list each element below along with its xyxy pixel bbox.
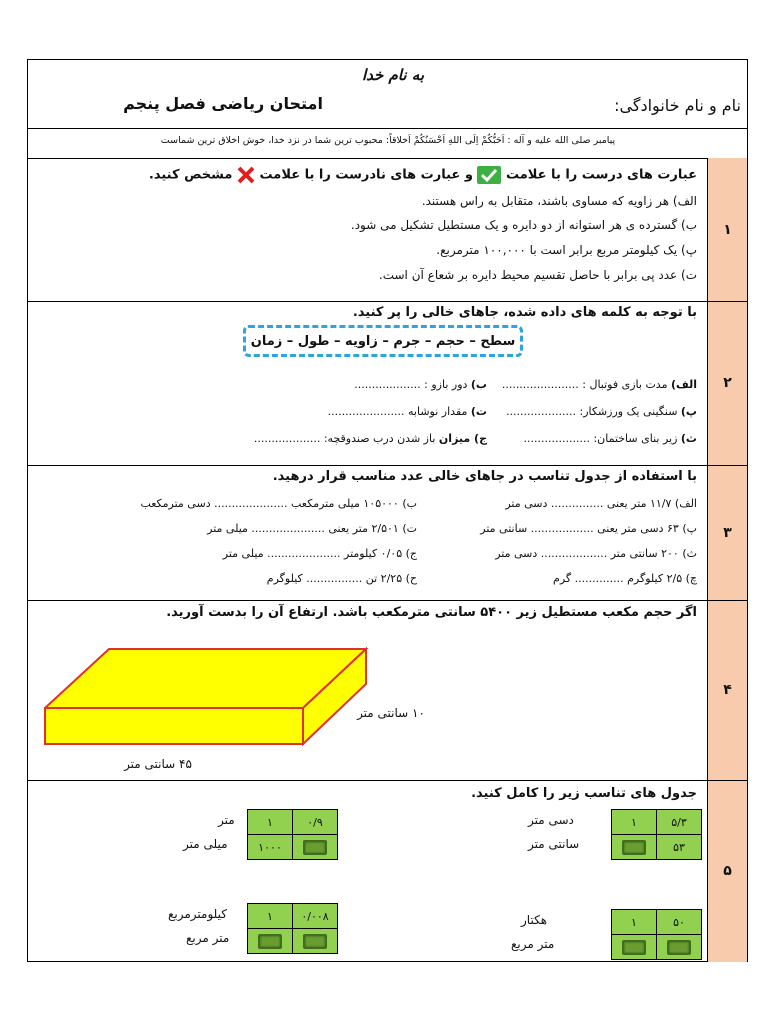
answer-slot[interactable] bbox=[622, 840, 646, 855]
table-cell: ۱ bbox=[248, 810, 293, 835]
divider bbox=[28, 780, 747, 781]
table-cell: ۱۰۰۰ bbox=[248, 835, 293, 860]
unit-label: سانتی متر bbox=[528, 837, 580, 851]
fill-item bbox=[307, 378, 487, 391]
table-cell: ۱ bbox=[612, 810, 657, 835]
fill-item bbox=[497, 405, 697, 418]
answer-cell[interactable] bbox=[612, 935, 657, 960]
unit-label: کیلومترمربع bbox=[168, 907, 227, 921]
question-number: ۴ bbox=[707, 600, 747, 780]
item-text: سنگینی یک ورزشکار: .................... bbox=[506, 405, 681, 418]
item-letter: پ) bbox=[680, 405, 697, 418]
answer-slot[interactable] bbox=[622, 940, 646, 955]
answer-cell[interactable] bbox=[248, 929, 293, 954]
table-cell: ۵/۳ bbox=[657, 810, 702, 835]
proportion-table bbox=[247, 903, 338, 954]
item-text: باز شدن درب صندوقچه: ................... bbox=[253, 432, 439, 445]
hadith-text: پیامبر صلی الله علیه و آله : اَحَبُّکُمْ اِلَی اللهِ اَحْسَنُکُمْ اَخلاقاً: محبوب ترین شما در نزد خدا، خوش اخلاق ترین شماست bbox=[160, 135, 616, 146]
answer-slot[interactable] bbox=[258, 934, 282, 949]
prompt-part: مشخص کنید. bbox=[148, 167, 233, 183]
unit-label: دسی متر bbox=[528, 813, 574, 827]
item-text: زیر بنای ساختمان: ................... bbox=[523, 432, 681, 445]
unit-label: میلی متر bbox=[183, 837, 228, 851]
fill-item bbox=[497, 432, 697, 445]
item-letter: ت) bbox=[470, 405, 487, 418]
fill-item bbox=[307, 405, 487, 418]
item-text: مدت بازی فوتبال : ...................... bbox=[501, 378, 671, 391]
table-cell: ۰/۹ bbox=[293, 810, 338, 835]
fill-item bbox=[197, 432, 487, 445]
question-5-prompt: جدول های تناسب زیر را کامل کنید. bbox=[471, 786, 697, 801]
width-label: ۱۰ سانتی متر bbox=[357, 706, 425, 720]
question-1-prompt bbox=[97, 166, 697, 184]
unit-label: متر مربع bbox=[186, 931, 230, 945]
prompt-part: و عبارت های نادرست را با علامت bbox=[259, 167, 473, 183]
answer-cell[interactable] bbox=[657, 935, 702, 960]
conversion-item: ت) ۲/۵۰۱ متر یعنی ..................... میلی متر bbox=[207, 522, 417, 535]
question-number: ۲ bbox=[707, 301, 747, 465]
answer-slot[interactable] bbox=[303, 934, 327, 949]
proportion-table bbox=[611, 909, 702, 960]
question-1-item: ب) گسترده ی هر استوانه از دو دایره و یک مستطیل تشکیل می شود. bbox=[350, 218, 697, 232]
exam-title: امتحان ریاضی فصل پنجم bbox=[123, 94, 323, 113]
answer-cell[interactable] bbox=[612, 835, 657, 860]
conversion-item: پ) ۶۳ دسی متر یعنی .................. سانتی متر bbox=[480, 522, 697, 535]
check-icon bbox=[477, 166, 501, 184]
student-name-label: نام و نام خانوادگی: bbox=[614, 96, 741, 115]
cross-icon bbox=[237, 166, 255, 184]
conversion-item: چ) ۲/۵ کیلوگرم .............. گرم bbox=[553, 572, 697, 585]
table-cell: ۰/۰۰۸ bbox=[293, 904, 338, 929]
answer-cell[interactable] bbox=[293, 835, 338, 860]
unit-label: متر bbox=[218, 813, 235, 827]
table-cell: ۵۰ bbox=[657, 910, 702, 935]
divider bbox=[28, 128, 747, 129]
question-1-item: الف) هر زاویه که مساوی باشند، متقابل به راس هستند. bbox=[421, 194, 697, 208]
unit-label: هکتار bbox=[521, 913, 548, 927]
question-1-item: ت) عدد پی برابر با حاصل تقسیم محیط دایره بر شعاع آن است. bbox=[378, 268, 697, 282]
conversion-item: الف) ۱۱/۷ متر یعنی ............... دسی متر bbox=[505, 497, 697, 510]
prompt-part: عبارت های درست را با علامت bbox=[505, 167, 697, 183]
cuboid-figure bbox=[44, 647, 374, 747]
question-number: ۱ bbox=[707, 158, 747, 301]
table-cell: ۱ bbox=[248, 904, 293, 929]
item-letter: ث) bbox=[680, 432, 697, 445]
divider bbox=[28, 600, 747, 601]
table-cell: ۱ bbox=[612, 910, 657, 935]
proportion-table bbox=[247, 809, 338, 860]
item-letter: الف) bbox=[670, 378, 697, 391]
divider bbox=[28, 158, 747, 159]
divider bbox=[28, 301, 747, 302]
question-number: ۵ bbox=[707, 780, 747, 962]
conversion-item: ح) ۲/۲۵ تن ................ کیلوگرم bbox=[266, 572, 417, 585]
answer-slot[interactable] bbox=[303, 840, 327, 855]
basmala: به نام خدا bbox=[361, 66, 424, 84]
word-bank: سطح – حجم – جرم – زاویه – طول – زمان bbox=[243, 325, 523, 357]
conversion-item: ث) ۲۰۰ سانتی متر ................... دسی متر bbox=[495, 547, 697, 560]
question-1-item: پ) یک کیلومتر مربع برابر است با ۱۰۰,۰۰۰ مترمربع. bbox=[436, 243, 697, 257]
item-text: مقدار نوشابه ...................... bbox=[327, 405, 471, 418]
answer-cell[interactable] bbox=[293, 929, 338, 954]
fill-item bbox=[497, 378, 697, 391]
divider bbox=[28, 465, 747, 466]
item-letter: ب) bbox=[470, 378, 487, 391]
conversion-item: ب) ۱۰۵۰۰۰ میلی مترمکعب ..................... دسی مترمکعب bbox=[140, 497, 417, 510]
question-2-prompt: با توجه به کلمه های داده شده، جاهای خالی را پر کنید. bbox=[352, 305, 697, 320]
question-4-prompt: اگر حجم مکعب مستطیل زیر ۵۴۰۰ سانتی مترمکعب باشد. ارتفاع آن را بدست آورید. bbox=[166, 605, 697, 620]
conversion-item: ج) ۰/۰۵ کیلومتر ..................... میلی متر bbox=[222, 547, 417, 560]
exam-sheet bbox=[27, 59, 748, 962]
length-label: ۴۵ سانتی متر bbox=[124, 757, 192, 771]
question-3-prompt: با استفاده از جدول تناسب در جاهای خالی عدد مناسب قرار درهید. bbox=[272, 469, 697, 484]
unit-label: متر مربع bbox=[511, 937, 555, 951]
answer-slot[interactable] bbox=[667, 940, 691, 955]
item-text: دور بازو : ................... bbox=[354, 378, 471, 391]
question-number: ۳ bbox=[707, 465, 747, 600]
table-cell: ۵۳ bbox=[657, 835, 702, 860]
item-letter: ج) میزان bbox=[438, 432, 487, 445]
proportion-table bbox=[611, 809, 702, 860]
